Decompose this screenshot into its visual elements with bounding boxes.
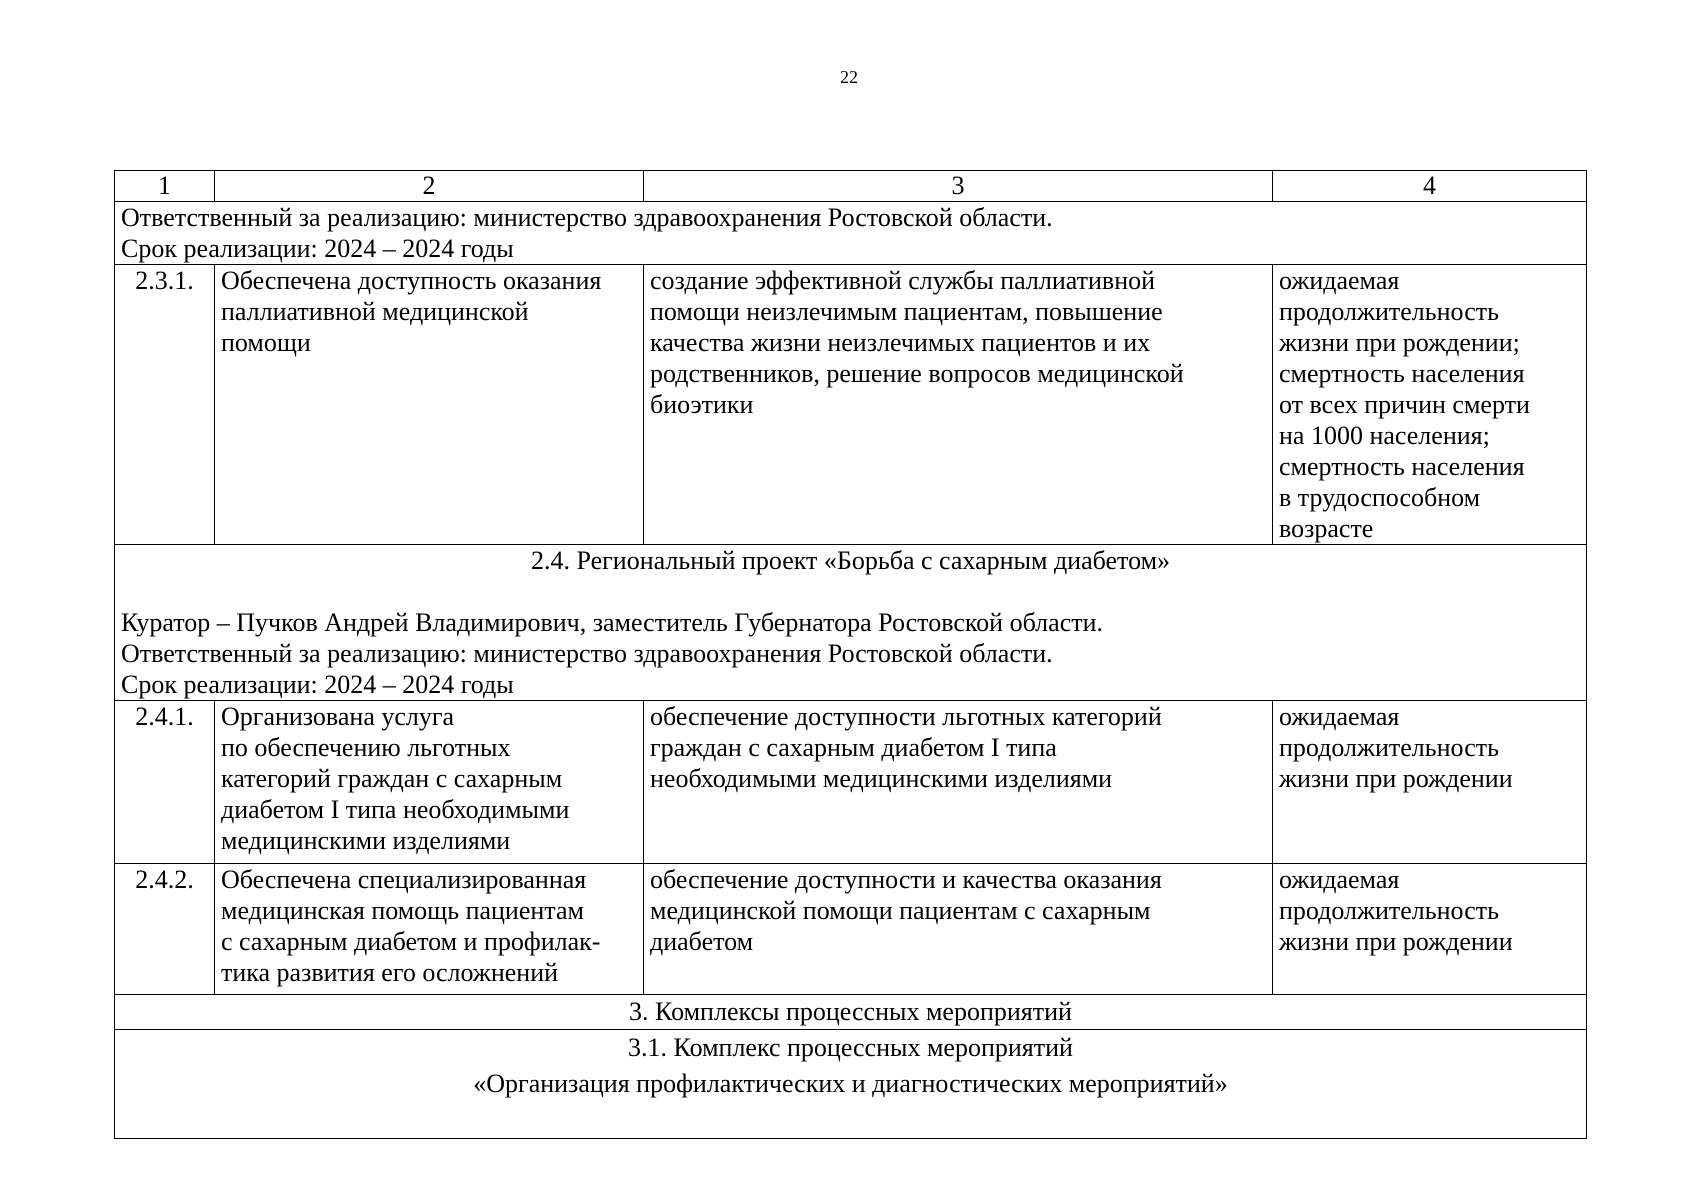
text-line: обеспечение доступности и качества оказания xyxy=(650,865,1162,894)
description-cell xyxy=(644,864,1273,995)
text-line: создание эффективной службы паллиативной xyxy=(650,266,1156,295)
text-line: от всех причин смерти xyxy=(1279,390,1530,419)
project-header-row xyxy=(115,545,1587,701)
complex-row xyxy=(115,1030,1587,1139)
section-title: 3. Комплексы процессных мероприятий xyxy=(115,995,1587,1030)
text-line: ожидаемая xyxy=(1279,266,1400,295)
text-line: категорий граждан с сахарным xyxy=(221,764,563,793)
blank-line xyxy=(121,576,1580,607)
text-line: продолжительность xyxy=(1279,733,1499,762)
text-line: паллиативной медицинской xyxy=(221,297,529,326)
text-line: продолжительность xyxy=(1279,896,1499,925)
project-title: 2.4. Региональный проект «Борьба с сахарным диабетом» xyxy=(530,546,1171,575)
text-line: Обеспечена специализированная xyxy=(221,865,587,894)
text-line: смертность населения xyxy=(1279,359,1525,388)
text-line: жизни при рождении xyxy=(1279,764,1513,793)
info-cell xyxy=(115,202,1587,265)
text-line: по обеспечению льготных xyxy=(221,733,511,762)
header-cell: 1 xyxy=(115,171,215,202)
text-line: с сахарным диабетом и профилак- xyxy=(221,927,601,956)
complex-cell xyxy=(115,1030,1587,1139)
page-number: 22 xyxy=(840,67,858,87)
text-line: граждан с сахарным диабетом I типа xyxy=(650,733,1057,762)
complex-name: «Организация профилактических и диагностических мероприятий» xyxy=(473,1069,1228,1098)
text-line: медицинская помощь пациентам xyxy=(221,896,584,925)
text-line: диабетом I типа необходимыми xyxy=(221,795,570,824)
text-line: помощи xyxy=(221,328,311,357)
header-row xyxy=(115,171,1587,202)
table-row xyxy=(115,864,1587,995)
text-line: смертность населения xyxy=(1279,452,1525,481)
row-number: 2.3.1. xyxy=(115,265,215,545)
row-number: 2.4.2. xyxy=(115,864,215,995)
responsible-text: Ответственный за реализацию: министерство здравоохранения Ростовской области. xyxy=(121,203,1053,232)
text-line: родственников, решение вопросов медицинской xyxy=(650,359,1184,388)
text-line: биоэтики xyxy=(650,390,754,419)
term-text: Срок реализации: 2024 – 2024 годы xyxy=(121,234,514,263)
text-line: жизни при рождении xyxy=(1279,927,1513,956)
header-cell: 3 xyxy=(644,171,1273,202)
text-line: возрасте xyxy=(1279,514,1374,543)
section-title-row xyxy=(115,995,1587,1030)
text-line: в трудоспособном xyxy=(1279,483,1481,512)
text-line: медицинской помощи пациентам с сахарным xyxy=(650,896,1151,925)
description-cell xyxy=(644,265,1273,545)
table-row xyxy=(115,701,1587,864)
result-cell xyxy=(215,265,644,545)
header-cell: 2 xyxy=(215,171,644,202)
indicator-cell xyxy=(1273,701,1587,864)
text-line: на 1000 населения; xyxy=(1279,421,1490,450)
text-line: медицинскими изделиями xyxy=(221,826,511,855)
text-line: Обеспечена доступность оказания xyxy=(221,266,602,295)
description-cell xyxy=(644,701,1273,864)
text-line: ожидаемая xyxy=(1279,865,1400,894)
text-line: диабетом xyxy=(650,927,754,956)
term-text: Срок реализации: 2024 – 2024 годы xyxy=(121,670,514,699)
indicator-cell xyxy=(1273,265,1587,545)
program-table xyxy=(114,170,1587,1139)
result-cell xyxy=(215,701,644,864)
curator-text: Куратор – Пучков Андрей Владимирович, заместитель Губернатора Ростовской области. xyxy=(121,608,1104,637)
table-row xyxy=(115,265,1587,545)
text-line: качества жизни неизлечимых пациентов и их xyxy=(650,328,1151,357)
text-line: ожидаемая xyxy=(1279,702,1400,731)
info-row-231 xyxy=(115,202,1587,265)
text-line: Организована услуга xyxy=(221,702,455,731)
text-line: тика развития его осложнений xyxy=(221,958,559,987)
text-line: продолжительность xyxy=(1279,297,1499,326)
text-line: необходимыми медицинскими изделиями xyxy=(650,764,1113,793)
header-cell: 4 xyxy=(1273,171,1587,202)
complex-title: 3.1. Комплекс процессных мероприятий xyxy=(628,1033,1073,1062)
row-number: 2.4.1. xyxy=(115,701,215,864)
text-line: обеспечение доступности льготных категорий xyxy=(650,702,1162,731)
project-header-cell xyxy=(115,545,1587,701)
text-line: помощи неизлечимым пациентам, повышение xyxy=(650,297,1163,326)
result-cell xyxy=(215,864,644,995)
responsible-text: Ответственный за реализацию: министерство здравоохранения Ростовской области. xyxy=(121,639,1053,668)
text-line: жизни при рождении; xyxy=(1279,328,1520,357)
indicator-cell xyxy=(1273,864,1587,995)
